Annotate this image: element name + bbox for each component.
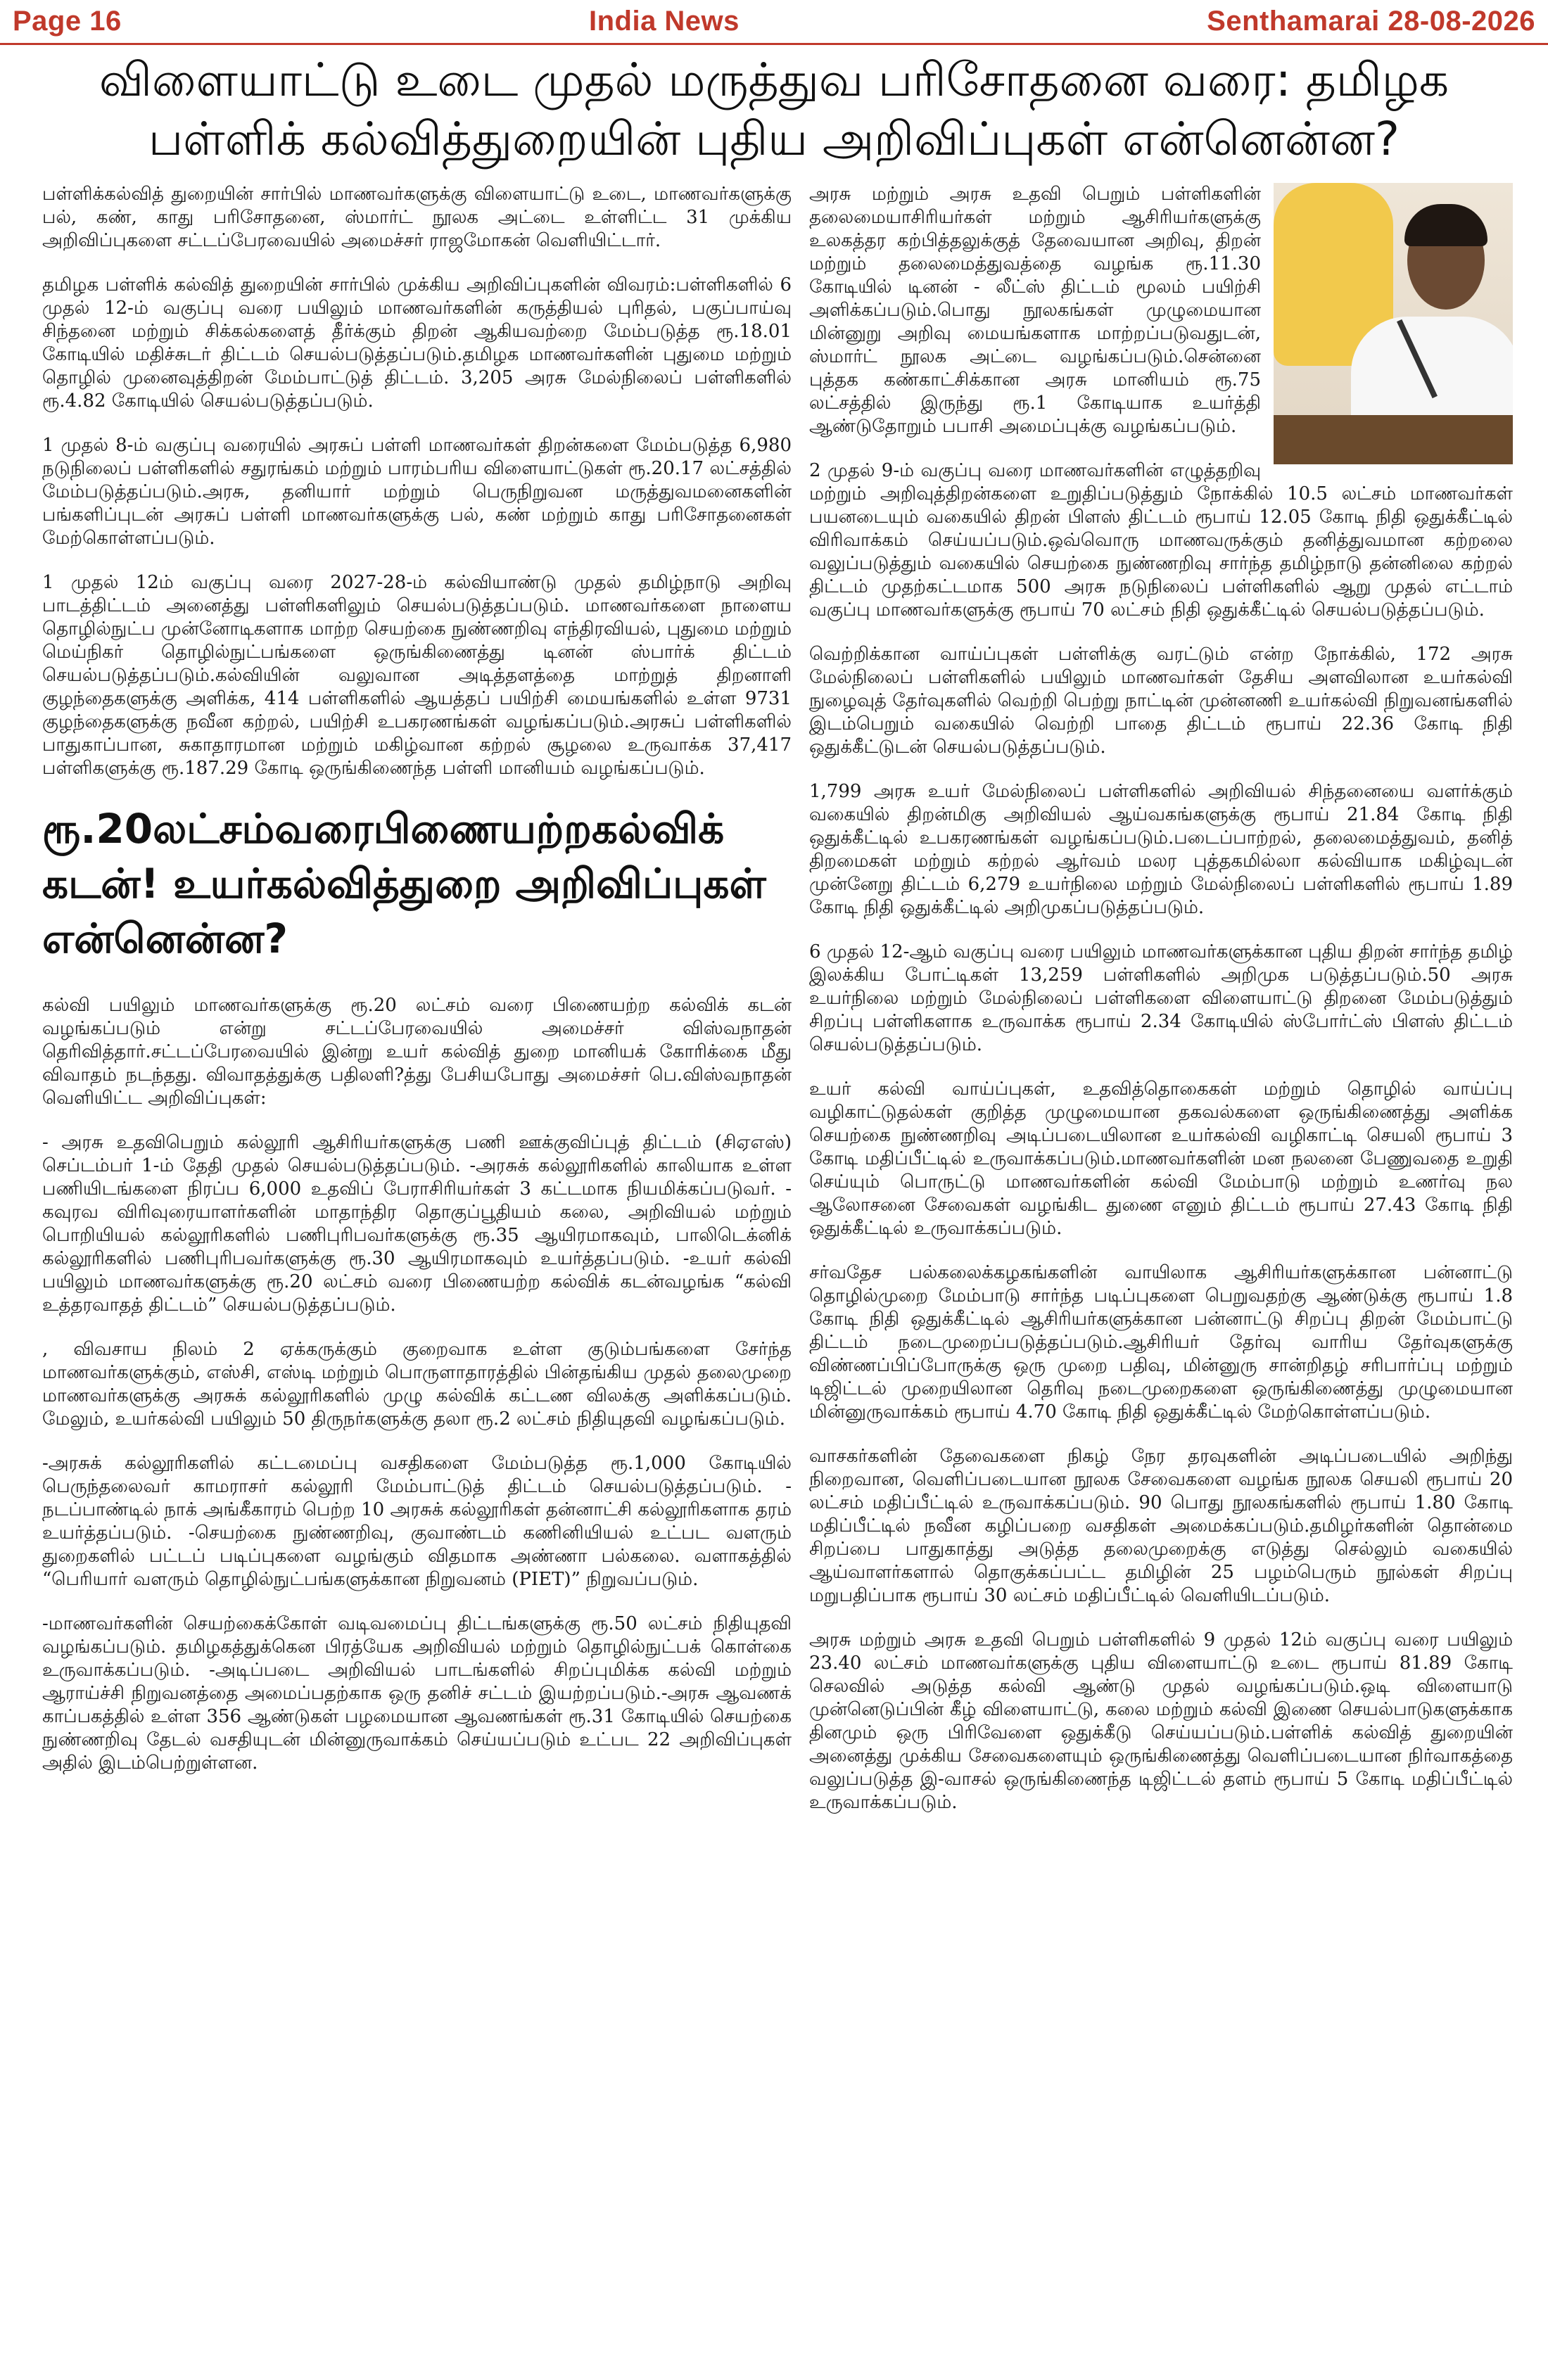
minister-photo	[1274, 183, 1513, 464]
right-column	[809, 183, 1513, 2371]
article-paragraph: 1 முதல் 12ம் வகுப்பு வரை 2027-28-ம் கல்வியாண்டு முதல் தமிழ்நாடு அறிவு பாடத்திட்டம் அனைத்து பள்ளிகளிலும் செயல்படுத்தப்படும். மாணவர்களை நாளைய தொழில்நுட்ப முன்னோடிகளாக மாற்ற செயற்கை நுண்ணறிவு எந்திரவியல், புதுமை மற்றும் மெய்நிகர் தொழில்நுட்பங்களை ஒருங்கிணைத்து டினன் ஸ்பார்க் திட்டம் செயல்படுத்தப்படும்.கல்வியின் வலுவான அடித்தளத்தை மாற்றுத் திறனாளி குழந்தைகளுக்கு அளிக்க, 414 பள்ளிகளில் ஆயத்தப் பயிற்சி மையங்களில் உள்ள 9731 குழந்தைகளுக்கு நவீன கற்றல், பயிற்சி உபகரணங்கள் வழங்கப்படும்.அரசுப் பள்ளிகளில் பாதுகாப்பான, சுகாதாரமான மற்றும் மகிழ்வான கற்றல் சூழலை உருவாக்க 37,417 பள்ளிகளுக்கு ரூ.187.29 கோடி ஒருங்கிணைந்த பள்ளி மானியம் வழங்கப்படும்.	[42, 572, 792, 779]
article-paragraph: 1,799 அரசு உயர் மேல்நிலைப் பள்ளிகளில் அறிவியல் சிந்தனையை வளர்க்கும் வகையில் திறன்மிகு அறிவியல் ஆய்வகங்களுக்கு ரூபாய் 21.84 கோடி நிதி ஒதுக்கீட்டில் உபகரணங்கள் வழங்கப்படும்.படைப்பாற்றல், தலைமைத்துவம், தனித் திறமைகள் மற்றும் கற்றல் ஆர்வம் மலர புத்தகமில்லா கல்வியாக மகிழ்வுடன் முன்னேறு திட்டம் 6,279 உயர்நிலை மற்றும் மேல்நிலைப் பள்ளிகளில் ரூபாய் 1.89 கோடி நிதி ஒதுக்கீட்டில் அறிமுகப்படுத்தப்படும்.	[809, 781, 1513, 918]
headline-line-1: விளையாட்டு உடை முதல் மருத்துவ பரிசோதனை வரை: தமிழக	[99, 53, 1449, 107]
sub-headline: ரூ.20லட்சம்வரைபிணையற்றகல்விக் கடன்! உயர்கல்வித்துறை அறிவிப்புகள் என்னென்ன?	[42, 805, 766, 962]
article-paragraph: தமிழக பள்ளிக் கல்வித் துறையின் சார்பில் முக்கிய அறிவிப்புகளின் விவரம்:பள்ளிகளில் 6 முதல் 12-ம் வகுப்பு வரை பயிலும் மாணவர்களின் கருத்தியல் புரிதல், பகுப்பாய்வு சிந்தனை மற்றும் சிக்கல்களைத் தீர்க்கும் திறன் ஆகியவற்றை மேம்படுத்த ரூ.18.01 கோடியில் மதிச்சுடர் திட்டம் செயல்படுத்தப்படும்.தமிழக மாணவர்களின் புதுமை மற்றும் தொழில் முனைவுத்திறன் மேம்பாட்டுத் திட்டம். 3,205 அரசு மேல்நிலைப் பள்ளிகளில் ரூ.4.82 கோடியில் செயல்படுத்தப்படும்.	[42, 274, 792, 412]
article-paragraph: சர்வதேச பல்கலைக்கழகங்களின் வாயிலாக ஆசிரியர்களுக்கான பன்னாட்டு தொழில்முறை மேம்பாடு சார்ந்த படிப்புகளை பெறுவதற்கு ஆண்டுக்கு ரூபாய் 1.8 கோடி நிதி ஒதுக்கீட்டில் ஆசிரியர்களுக்கான பன்னாட்டு சிறப்பு திறன் மேம்பாட்டு திட்டம் நடைமுறைப்படுத்தப்படும்.ஆசிரியர் தேர்வு வாரிய தேர்வுகளுக்கு விண்ணப்பிப்போருக்கு ஒரு முறை பதிவு, மின்னுரு சான்றிதழ் சரிபார்ப்பு மற்றும் டிஜிட்டல் முறையிலான தெரிவு நடைமுறைகளை ஒருங்கிணைத்து முழுமையான மின்னுருவாக்கம் ரூபாய் 4.70 கோடி நிதி ஒதுக்கீட்டில் மேற்கொள்ளப்படும்.	[809, 1262, 1513, 1423]
article-paragraph: பள்ளிக்கல்வித் துறையின் சார்பில் மாணவர்களுக்கு விளையாட்டு உடை, மாணவர்களுக்கு பல், கண், காது பரிசோதனை, ஸ்மார்ட் நூலக அட்டை உள்ளிட்ட 31 முக்கிய அறிவிப்புகளை சட்டப்பேரவையில் அமைச்சர் ராஜமோகன் வெளியிட்டார்.	[42, 184, 792, 251]
article-paragraph: 2 முதல் 9-ம் வகுப்பு வரை மாணவர்களின் எழுத்தறிவு மற்றும் அறிவுத்திறன்களை உறுதிப்படுத்தும் நோக்கில் 10.5 லட்சம் மாணவர்கள் பயனடையும் வகையில் திறன் பிளஸ் திட்டம் ரூபாய் 12.05 கோடி நிதி ஒதுக்கீட்டில் விரிவாக்கம் செய்யப்படும்.ஒவ்வொரு மாணவருக்கும் தனித்துவமான கற்றலை வலுப்படுத்தும் வகையில் செயற்கை நுண்ணறிவு சார்ந்த தமிழ்நாடு தன்னிலை கற்றல் திட்டம் முதற்கட்டமாக 500 அரசு நடுநிலைப் பள்ளிகளில் ஆறு முதல் எட்டாம் வகுப்பு மாணவர்களுக்கு ரூபாய் 70 லட்சம் நிதி ஒதுக்கீட்டில் செயல்படுத்தப்படும்.	[809, 460, 1513, 621]
edition-date: Senthamarai 28-08-2026	[1207, 6, 1535, 37]
article-paragraph: - அரசு உதவிபெறும் கல்லூரி ஆசிரியர்களுக்கு பணி ஊக்குவிப்புத் திட்டம் (சிஏஎஸ்) செப்டம்பர் 1-ம் தேதி முதல் செயல்படுத்தப்படும். -அரசுக் கல்லூரிகளில் காலியாக உள்ள பணியிடங்களை நிரப்ப 6,000 உதவிப் பேராசிரியர்கள் 3 கட்டமாக நியமிக்கப்படுவர். - கவுரவ விரிவுரையாளர்களின் மாதாந்திர தொகுப்பூதியம் கலை, அறிவியல் மற்றும் பொறியியல் கல்லூரிகளில் பணிபுரிபவர்களுக்கு ரூ.35 ஆயிரமாகவும், பாலிடெக்னிக் கல்லூரிகளில் பணிபுரிபவர்களுக்கு ரூ.30 ஆயிரமாகவும் உயர்த்தப்படும். -உயர் கல்வி பயிலும் மாணவர்களுக்கு ரூ.20 லட்சம் வரை பிணையற்ற கல்விக் கடன்வழங்க “கல்வி உத்தரவாதத் திட்டம்” செயல்படுத்தப்படும்.	[42, 1132, 792, 1316]
headline-line-2: பள்ளிக் கல்வித்துறையின் புதிய அறிவிப்புகள் என்னென்ன?	[148, 112, 1400, 166]
article-paragraph: கல்வி பயிலும் மாணவர்களுக்கு ரூ.20 லட்சம் வரை பிணையற்ற கல்விக் கடன் வழங்கப்படும் என்று சட்டப்பேரவையில் அமைச்சர் விஸ்வநாதன் தெரிவித்தார்.சட்டப்பேரவையில் இன்று உயர் கல்வித் துறை மானியக் கோரிக்கை மீது விவாதம் நடந்தது. விவாதத்துக்கு பதிலளி?த்து பேசியபோது அமைச்சர் பெ.விஸ்வநாதன் வெளியிட்ட அறிவிப்புகள்:	[42, 995, 792, 1109]
article-paragraph: 6 முதல் 12-ஆம் வகுப்பு வரை பயிலும் மாணவர்களுக்கான புதிய திறன் சார்ந்த தமிழ் இலக்கிய போட்டிகள் 13,259 பள்ளிகளில் அறிமுக படுத்தப்படும்.50 அரசு உயர்நிலை மற்றும் மேல்நிலைப் பள்ளிகளை விளையாட்டு திறனை மேம்படுத்தும் சிறப்பு பள்ளிகளாக உருவாக்க ரூபாய் 2.34 கோடியில் ஸ்போர்ட்ஸ் பிளஸ் திட்டம் செயல்படுத்தப்படும்.	[809, 941, 1513, 1055]
page-number: Page 16	[13, 6, 122, 37]
masthead	[0, 0, 1548, 45]
left-column	[42, 183, 792, 2371]
article-paragraph: வாசகர்களின் தேவைகளை நிகழ் நேர தரவுகளின் அடிப்படையில் அறிந்து நிறைவான, வெளிப்படையான நூலக சேவைகளை வழங்க நூலக செயலி ரூபாய் 20 லட்சம் மதிப்பீட்டில் உருவாக்கப்படும். 90 பொது நூலகங்களில் ரூபாய் 1.80 கோடி மதிப்பீட்டில் நவீன கழிப்பறை வசதிகள் அமைக்கப்படும்.தமிழர்களின் தொன்மை சிறப்பை பாதுகாத்து அடுத்த தலைமுறைக்கு எடுத்து செல்லும் வகையில் ஆய்வாளர்களால் தொகுக்கப்பட்ட தமிழின் 25 பழம்பெரும் நூல்கள் சிறப்பு மறுபதிப்பாக ரூபாய் 30 லட்சம் மதிப்பீட்டில் வெளியிடப்படும்.	[809, 1446, 1513, 1606]
article-paragraph: அரசு மற்றும் அரசு உதவி பெறும் பள்ளிகளின் தலைமையாசிரியர்கள் மற்றும் ஆசிரியர்களுக்கு உலகத்தர கற்பித்தலுக்குத் தேவையான அறிவு, திறன் மற்றும் தலைமைத்துவத்தை வழங்க ரூ.11.30 கோடியில் டினன் - லீட்ஸ் திட்டம் மூலம் பயிற்சி அளிக்கப்படும்.பொது நூலகங்கள் முழுமையான மின்னுறு அறிவு மையங்களாக மாற்றப்படுவதுடன், ஸ்மார்ட் நூலக அட்டை வழங்கப்படும்.சென்னை புத்தக கண்காட்சிக்கான அரசு மானியம் ரூ.75 லட்சத்தில் இருந்து ரூ.1 கோடியாக உயர்த்தி ஆண்டுதோறும் பபாசி அமைப்புக்கு வழங்கப்படும்.	[809, 184, 1261, 437]
main-headline	[14, 51, 1534, 169]
assembly-desk	[1274, 415, 1513, 464]
article-paragraph: -அரசுக் கல்லூரிகளில் கட்டமைப்பு வசதிகளை மேம்படுத்த ரூ.1,000 கோடியில் பெருந்தலைவர் காமராசர் கல்லூரி மேம்பாட்டுத் திட்டம் செயல்படுத்தப்படும். - நடப்பாண்டில் நாக் அங்கீகாரம் பெற்ற 10 அரசுக் கல்லூரிகள் தன்னாட்சி கல்லூரிகளாக தரம் உயர்த்தப்படும். -செயற்கை நுண்ணறிவு, குவாண்டம் கணினியியல் உட்பட வளரும் துறைகளில் பட்டப் படிப்புகளை வழங்கும் விதமாக அண்ணா பல்கலை. வளாகத்தில் “பெரியார் வளரும் தொழில்நுட்பங்களுக்கான நிறுவனம் (PIET)” நிறுவப்படும்.	[42, 1453, 792, 1590]
article-paragraph: உயர் கல்வி வாய்ப்புகள், உதவித்தொகைகள் மற்றும் தொழில் வாய்ப்பு வழிகாட்டுதல்கள் குறித்த முழுமையான தகவல்களை ஒருங்கிணைத்து அளிக்க செயற்கை நுண்ணறிவு அடிப்படையிலான உயர்கல்வி வழிகாட்டி செயலி ரூபாய் 3 கோடி மதிப்பீட்டில் உருவாக்கப்படும்.மாணவர்களின் மன நலனை பேணுவதை உறுதி செய்யும் பொருட்டு மாணவர்களின் கல்வி மேம்பாடு மற்றும் உணர்வு நல ஆலோசனை சேவைகள் வழங்கிட துணை எனும் திட்டம் ரூபாய் 27.43 கோடி நிதி ஒதுக்கீட்டில் உருவாக்கப்படும்.	[809, 1078, 1513, 1239]
article-paragraph: வெற்றிக்கான வாய்ப்புகள் பள்ளிக்கு வரட்டும் என்ற நோக்கில், 172 அரசு மேல்நிலைப் பள்ளிகளில் பயிலும் மாணவர்கள் தேசிய அளவிலான உயர்கல்வி நுழைவுத் தேர்வுகளில் வெற்றி பெற்று நாட்டின் முன்னணி உயர்கல்வி நிறுவனங்களில் இடம்பெறும் வகையில் வெற்றி பாதை திட்டம் ரூபாய் 22.36 கோடி நிதி ஒதுக்கீட்டுடன் செயல்படுத்தப்படும்.	[809, 644, 1513, 758]
article-paragraph: 1 முதல் 8-ம் வகுப்பு வரையில் அரசுப் பள்ளி மாணவர்கள் திறன்களை மேம்படுத்த 6,980 நடுநிலைப் பள்ளிகளில் சதுரங்கம் மற்றும் பாரம்பரிய விளையாட்டுகள் ரூ.20.17 லட்சத்தில் மேம்படுத்தப்படும்.அரசு, தனியார் மற்றும் பெருநிறுவன மருத்துவமனைகளின் பங்களிப்புடன் அரசுப் பள்ளி மாணவர்களுக்கு பல், கண் மற்றும் காது பரிசோதனைகள் மேற்கொள்ளப்படும்.	[42, 435, 792, 549]
article-paragraph: , விவசாய நிலம் 2 ஏக்கருக்கும் குறைவாக உள்ள குடும்பங்களை சேர்ந்த மாணவர்களுக்கும், எஸ்சி, எஸ்டி மற்றும் பொருளாதாரத்தில் பின்தங்கிய முதல் தலைமுறை மாணவர்களுக்கு அரசுக் கல்லூரிகளில் முழு கல்விக் கட்டண விலக்கு அளிக்கப்படும். மேலும், உயர்கல்வி பயிலும் 50 திருநர்களுக்கு தலா ரூ.2 லட்சம் நிதியுதவி வழங்கப்படும்.	[42, 1339, 792, 1430]
minister-hair	[1404, 204, 1487, 246]
article-paragraph: அரசு மற்றும் அரசு உதவி பெறும் பள்ளிகளில் 9 முதல் 12ம் வகுப்பு வரை பயிலும் 23.40 லட்சம் மாணவர்களுக்கு புதிய விளையாட்டு உடை ரூபாய் 81.89 கோடி செலவில் அடுத்த கல்வி ஆண்டு முதல் வழங்கப்படும்.ஒடி விளையாடு முன்னெடுப்பின் கீழ் விளையாட்டு, கலை மற்றும் கல்வி இணை செயல்பாடுகளுக்காக தினமும் ஒரு பிரிவேளை ஒதுக்கீடு செய்யப்படும்.பள்ளிக் கல்வித் துறையின் அனைத்து முக்கிய சேவைகளையும் ஒருங்கிணைத்து வெளிப்படையான நிர்வாகத்தை வலுப்படுத்த இ-வாசல் ஒருங்கிணைந்த டிஜிட்டல் தளம் ரூபாய் 5 கோடி மதிப்பீட்டில் உருவாக்கப்படும்.	[809, 1629, 1513, 1813]
newspaper-name: India News	[588, 6, 740, 37]
article-paragraph: -மாணவர்களின் செயற்கைக்கோள் வடிவமைப்பு திட்டங்களுக்கு ரூ.50 லட்சம் நிதியுதவி வழங்கப்படும். தமிழகத்துக்கென பிரத்யேக அறிவியல் மற்றும் தொழில்நுட்பக் கொள்கை உருவாக்கப்படும். -அடிப்படை அறிவியல் பாடங்களில் சிறப்புமிக்க கல்வி மற்றும் ஆராய்ச்சி நிறுவனத்தை அமைப்பதற்காக ஒரு தனிச் சட்டம் இயற்றப்படும்.-அரசு ஆவணக் காப்பகத்தில் உள்ள 356 ஆண்டுகள் பழமையான ஆவணங்கள் ரூ.31 கோடியில் செயற்கை நுண்ணறிவு தேடல் வசதியுடன் மின்னுருவாக்கம் செய்யப்படும் உட்பட 22 அறிவிப்புகள் அதில் இடம்பெற்றுள்ளன.	[42, 1613, 792, 1774]
